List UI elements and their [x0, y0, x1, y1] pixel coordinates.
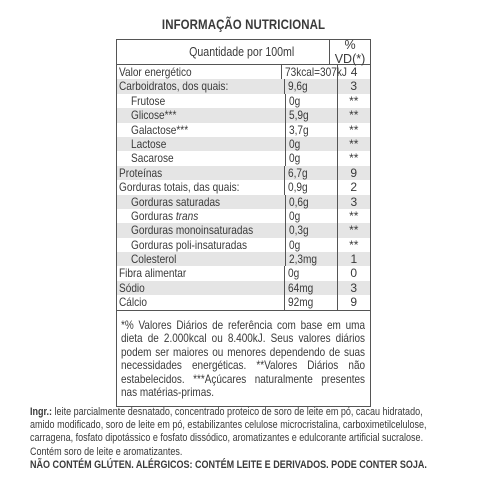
nutrient-amount	[285, 137, 337, 151]
nutrient-vd: 3	[337, 281, 370, 295]
nutrient-vd: **	[337, 123, 370, 137]
footnote	[117, 311, 370, 406]
nutrient-amount	[284, 295, 336, 309]
nutrient-vd: **	[337, 94, 370, 108]
nutrient-amount	[284, 266, 336, 280]
nutrient-amount	[281, 65, 348, 79]
nutrient-vd: **	[337, 151, 370, 165]
nutrient-name	[117, 180, 284, 194]
table-row	[117, 238, 370, 252]
table-row	[117, 108, 370, 122]
nutrient-amount	[285, 195, 337, 209]
ingredients-line-1	[30, 406, 456, 419]
ingredients-block	[30, 406, 456, 472]
nutrient-name-text: Glicose***	[131, 108, 177, 123]
table-row	[117, 94, 370, 108]
nutrient-amount-text: 0g	[288, 93, 300, 108]
table-row	[117, 266, 370, 280]
ingredients-line-3: carragena, fosfato dipotássico e fosfato dissódico, aromatizantes e edulcorante artificial sucralose.	[30, 432, 424, 445]
ingredients-line-4: Contém soro de leite e aromatizantes.	[30, 445, 183, 458]
nutrient-name	[117, 151, 285, 165]
nutrient-name-text: Gorduras totais, das quais:	[119, 180, 240, 195]
vd-header: % VD(*)	[329, 40, 370, 64]
nutrient-name	[117, 281, 284, 295]
nutrient-name	[117, 209, 285, 223]
nutrient-name-text: Galactose***	[131, 122, 189, 137]
nutrient-amount-text: 0g	[288, 237, 300, 252]
nutrition-table	[116, 39, 371, 407]
nutrient-vd: **	[337, 223, 370, 237]
nutrient-amount-text: 5,9g	[288, 108, 309, 123]
nutrient-vd: 0	[337, 266, 370, 280]
nutrient-amount	[285, 223, 337, 237]
nutrient-amount-text: 0g	[288, 151, 300, 166]
table-body	[117, 65, 370, 311]
nutrient-vd: **	[337, 137, 370, 151]
nutrient-vd: **	[337, 108, 370, 122]
nutrient-amount-text: 9,6g	[288, 79, 308, 94]
nutrient-vd: 2	[337, 180, 370, 194]
table-row	[117, 180, 370, 194]
table-row	[117, 195, 370, 209]
nutrient-vd: 1	[337, 252, 370, 266]
nutrient-name	[117, 108, 285, 122]
nutrient-name-text: Frutose	[131, 93, 166, 108]
nutrient-amount-text: 6,7g	[288, 165, 308, 180]
nutrient-name-text: Carboidratos, dos quais:	[119, 79, 229, 94]
nutrient-name	[117, 266, 284, 280]
nutrient-name-text: Fibra alimentar	[119, 266, 187, 281]
table-row	[117, 65, 370, 79]
nutrient-name	[117, 223, 285, 237]
nutrient-amount	[284, 166, 336, 180]
nutrient-name	[117, 94, 285, 108]
nutrient-vd: 9	[337, 295, 370, 309]
nutrient-name	[117, 123, 285, 137]
nutrient-name-text: Lactose	[131, 136, 167, 151]
nutrient-amount	[285, 123, 337, 137]
nutrient-vd: 3	[337, 79, 370, 93]
nutrient-amount-text: 0g	[288, 266, 300, 281]
nutrient-vd: 4	[337, 65, 370, 79]
nutrient-name	[117, 195, 285, 209]
nutrient-amount-text: 64mg	[288, 280, 314, 295]
nutrient-vd: 3	[337, 195, 370, 209]
nutrient-vd: **	[337, 238, 370, 252]
nutrient-amount	[285, 108, 337, 122]
table-row	[117, 123, 370, 137]
nutrient-name-text: Gorduras poli-insaturadas	[131, 237, 247, 252]
nutrient-name	[117, 137, 285, 151]
nutrient-name-text: Sacarose	[131, 151, 174, 166]
table-header	[117, 40, 370, 65]
nutrient-amount-text: 3,7g	[288, 122, 309, 137]
nutrient-name	[117, 238, 285, 252]
nutrient-amount-text: 0,3g	[288, 223, 309, 238]
table-row	[117, 281, 370, 295]
nutrient-name-text: Colesterol	[131, 252, 177, 267]
table-row	[117, 137, 370, 151]
nutrient-vd: 9	[337, 166, 370, 180]
footnote-text: *% Valores Diários de referência com base em uma dieta de 2.000kcal ou 8.400kJ. Seus valores diários podem ser maiores ou menores dependendo de suas necessidades energéticas. **Valores Diários não estabelecidos. ***Açúcares naturalmente presentes nas matérias-primas.	[121, 317, 366, 400]
nutrient-name-text: Cálcio	[119, 295, 148, 310]
nutrient-name-text: Gorduras saturadas	[131, 194, 221, 209]
nutrient-name-text: Gorduras trans	[131, 208, 199, 223]
table-row	[117, 295, 370, 309]
table-row	[117, 252, 370, 266]
nutrient-amount	[285, 94, 337, 108]
table-row	[117, 151, 370, 165]
nutrient-name	[117, 166, 284, 180]
nutrient-name-text: Sódio	[119, 280, 145, 295]
nutrient-amount-text: 2,3mg	[288, 252, 317, 267]
nutrient-vd: **	[337, 209, 370, 223]
allergens-warning: NÃO CONTÉM GLÚTEN. ALÉRGICOS: CONTÉM LEITE E DERIVADOS. PODE CONTER SOJA.	[30, 458, 427, 471]
nutrient-amount-text: 0g	[288, 136, 300, 151]
nutrient-amount-text: 0,9g	[288, 180, 308, 195]
nutrient-name-text: Valor energético	[119, 65, 192, 79]
ingredients-line-2: amido modificado, soro de leite em pó, estabilizantes celulose microcristalina, carboximetilcelulose,	[30, 419, 427, 432]
ingredients-text-1: leite parcialmente desnatado, concentrado proteico de soro de leite em pó, cacau hidratado,	[52, 406, 423, 418]
nutrient-amount	[284, 180, 336, 194]
table-row	[117, 209, 370, 223]
nutrient-amount-text: 92mg	[288, 295, 314, 310]
nutrient-name	[117, 252, 285, 266]
table-row	[117, 166, 370, 180]
nutrient-amount-text: 73kcal=307kJ	[285, 65, 348, 79]
nutrient-name	[117, 65, 281, 79]
nutrient-amount	[285, 238, 337, 252]
table-row	[117, 223, 370, 237]
nutrient-amount	[285, 151, 337, 165]
ingredients-label: Ingr.:	[30, 406, 53, 418]
nutrient-amount-text: 0,6g	[288, 194, 309, 209]
nutrient-amount	[284, 79, 336, 93]
nutrition-title: INFORMAÇÃO NUTRICIONAL	[161, 16, 326, 32]
nutrient-name-text: Gorduras monoinsaturadas	[131, 223, 254, 238]
portion-header: Quantidade por 100ml	[189, 45, 295, 59]
nutrient-name	[117, 79, 284, 93]
nutrient-amount	[284, 281, 336, 295]
nutrient-amount	[285, 252, 337, 266]
table-row	[117, 79, 370, 93]
nutrient-name	[117, 295, 284, 309]
nutrient-amount-text: 0g	[288, 208, 300, 223]
nutrient-amount	[285, 209, 337, 223]
nutrient-name-text: Proteínas	[119, 165, 163, 180]
